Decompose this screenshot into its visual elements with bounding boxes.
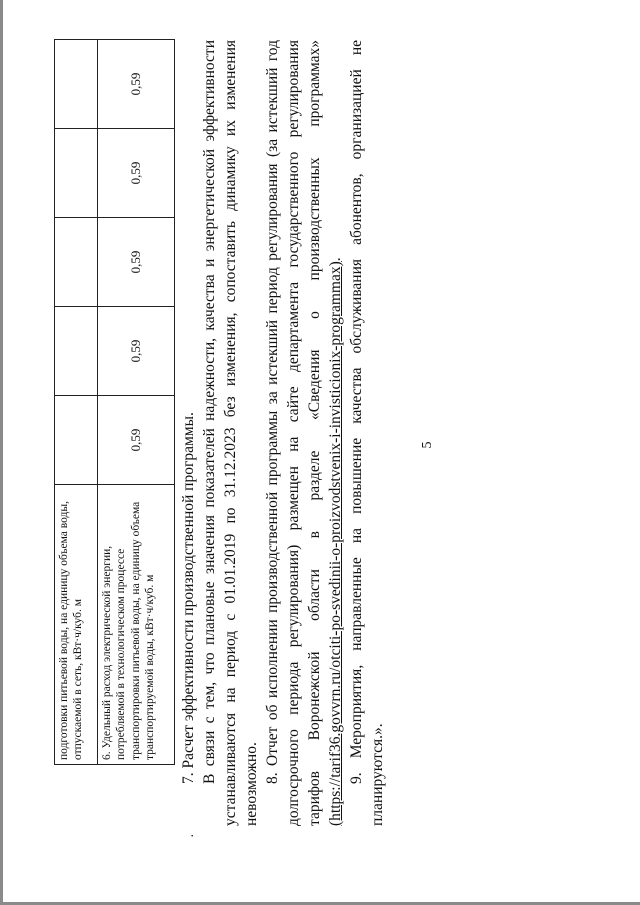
row-label: 6. Удельный расход электрической энергии, потребляемой в технологическом процессе транспортировки питьевой воды, на единицу объема транспортируемой воды, кВт·ч/куб. м [98, 485, 175, 765]
table-row [98, 40, 175, 765]
section-8-line: 8. Отчет об исполнении производственной программы за истекший период регулирования (за истекший год [264, 40, 281, 784]
section-7-line: устанавливаются на период с 01.01.2019 по 31.12.2023 без изменения, сопоставить динамику их изменения [222, 40, 239, 826]
section-7-heading: 7. Расчет эффективности производственной программы. [180, 412, 197, 784]
section-8-link-line: (https://tarif36.govvrn.ru/otciti-po-svedinii-o-proizvodstvenix-i-invisticionix-programmax). [327, 257, 344, 826]
row-label: подготовки питьевой воды, на единицу объема воды, отпускаемой в сеть, кВт·ч/куб. м [55, 485, 98, 765]
value-cell [55, 396, 98, 485]
value-cell: 0,59 [98, 40, 175, 129]
section-7-line: невозможно. [243, 742, 260, 826]
value-cell: 0,59 [98, 307, 175, 396]
value-cell [55, 307, 98, 396]
value-cell: 0,59 [98, 396, 175, 485]
table-row [55, 40, 98, 765]
rotated-page [40, 40, 600, 850]
section-9-line: планируются.». [369, 723, 386, 826]
section-7-line: В связи с тем, что плановые значения показателей надежности, качества и энергетической эффективности [201, 40, 218, 784]
section-8-line: тарифов Воронежской области в разделе «Сведения о производственных программах» [306, 40, 323, 826]
value-cell: 0,59 [98, 218, 175, 307]
value-cell [55, 129, 98, 218]
body-text [178, 40, 388, 826]
tarif-link[interactable]: (https://tarif36.govvrn.ru/otciti-po-svedinii-o-proizvodstvenix-i-invisticionix-programmax) [327, 261, 344, 826]
section-8-line: долгосрочного периода регулирования) размещен на сайте департамента государственного регулирования [285, 40, 302, 826]
metrics-table [54, 39, 175, 765]
value-cell [55, 40, 98, 129]
scan-dot: · [186, 833, 201, 838]
section-9-line: 9. Мероприятия, направленные на повышение качества обслуживания абонентов, организацией не [348, 40, 365, 784]
value-cell [55, 218, 98, 307]
page-number: 5 [420, 441, 435, 449]
value-cell: 0,59 [98, 129, 175, 218]
scan-edge-left [0, 0, 3, 905]
